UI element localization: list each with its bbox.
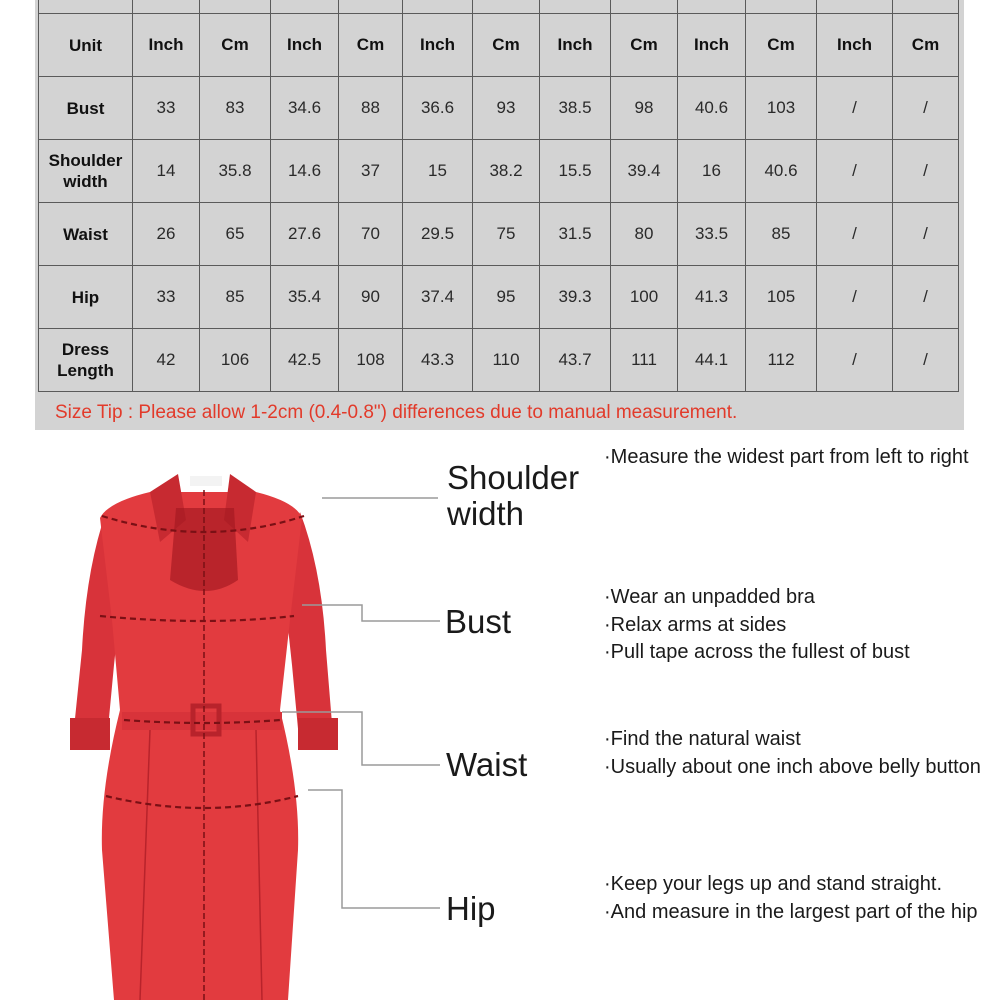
table-cell: 93 <box>473 77 540 140</box>
table-cell: 33.5 <box>678 203 746 266</box>
table-cell: / <box>817 329 893 392</box>
size-tip: Size Tip : Please allow 1-2cm (0.4-0.8") differences due to manual measurement. <box>55 402 738 423</box>
table-cell: 39.4 <box>611 140 678 203</box>
table-cell: 14.6 <box>271 140 339 203</box>
note-item: · Keep your legs up and stand straight. <box>604 871 994 899</box>
shoulder-width-label: Shoulder width <box>447 459 580 532</box>
unit-cell: Inch <box>403 14 473 77</box>
note-item: · Measure the widest part from left to right <box>604 444 994 472</box>
table-cell: 38.2 <box>473 140 540 203</box>
unit-cell: Cm <box>339 14 403 77</box>
table-cell: / <box>817 203 893 266</box>
table-cell: 112 <box>746 329 817 392</box>
table-cell: 38.5 <box>540 77 611 140</box>
table-cell: 65 <box>200 203 271 266</box>
left-cuff <box>70 718 110 750</box>
table-cell: 90 <box>339 266 403 329</box>
table-cell: 108 <box>339 329 403 392</box>
table-cell: 98 <box>611 77 678 140</box>
table-cell: 35.4 <box>271 266 339 329</box>
table-cell: 16 <box>678 140 746 203</box>
row-label: Waist <box>39 203 133 266</box>
table-cell: 15 <box>403 140 473 203</box>
table-cell: / <box>893 329 959 392</box>
table-row <box>39 77 959 140</box>
right-cuff <box>298 718 338 750</box>
table-cell: 111 <box>611 329 678 392</box>
table-cell: 35.8 <box>200 140 271 203</box>
hip-label: Hip <box>446 890 496 927</box>
table-row <box>39 329 959 392</box>
table-cell: 42 <box>133 329 200 392</box>
dress-figure <box>70 474 338 1000</box>
table-cell: 27.6 <box>271 203 339 266</box>
table-cell: 80 <box>611 203 678 266</box>
table-cell: 106 <box>200 329 271 392</box>
table-cell: 31.5 <box>540 203 611 266</box>
hip-leader-line <box>308 790 440 908</box>
table-cell: 36.6 <box>403 77 473 140</box>
table-cell: 37 <box>339 140 403 203</box>
table-cell: 100 <box>611 266 678 329</box>
table-cell: / <box>817 140 893 203</box>
unit-cell: Inch <box>678 14 746 77</box>
note-item: · And measure in the largest part of the hip <box>604 899 994 927</box>
table-cell: / <box>817 77 893 140</box>
table-cell: 88 <box>339 77 403 140</box>
unit-cell: Inch <box>271 14 339 77</box>
table-cell: 39.3 <box>540 266 611 329</box>
table-cell: 40.6 <box>678 77 746 140</box>
measurement-guide <box>0 430 1000 1000</box>
table-row <box>39 203 959 266</box>
waist-notes <box>604 726 994 781</box>
size-table <box>38 0 959 392</box>
table-row <box>39 140 959 203</box>
table-cell: 110 <box>473 329 540 392</box>
bust-notes <box>604 584 994 667</box>
table-cell: 33 <box>133 266 200 329</box>
row-label: Unit <box>39 14 133 77</box>
table-cell: / <box>893 140 959 203</box>
table-cell: / <box>893 266 959 329</box>
collar-tag <box>190 476 222 486</box>
table-cell: / <box>893 203 959 266</box>
table-cell: 41.3 <box>678 266 746 329</box>
table-cell: 85 <box>746 203 817 266</box>
note-item: · Find the natural waist <box>604 726 994 754</box>
waist-label: Waist <box>446 746 528 783</box>
table-cell: 103 <box>746 77 817 140</box>
unit-cell: Cm <box>746 14 817 77</box>
table-cell: 70 <box>339 203 403 266</box>
note-item: · Usually about one inch above belly button <box>604 754 994 782</box>
unit-cell: Inch <box>540 14 611 77</box>
note-item: · Relax arms at sides <box>604 612 994 640</box>
row-label: Hip <box>39 266 133 329</box>
shoulder-width-notes <box>604 444 994 472</box>
table-cell: 42.5 <box>271 329 339 392</box>
row-label: Dress Length <box>39 329 133 392</box>
table-cell: 105 <box>746 266 817 329</box>
bust-label: Bust <box>445 603 512 640</box>
table-cell: / <box>817 266 893 329</box>
unit-cell: Cm <box>200 14 271 77</box>
row-label: Bust <box>39 77 133 140</box>
table-row <box>39 266 959 329</box>
table-cell: 34.6 <box>271 77 339 140</box>
unit-cell: Cm <box>473 14 540 77</box>
table-cell: 95 <box>473 266 540 329</box>
unit-row <box>39 14 959 77</box>
table-cell: 40.6 <box>746 140 817 203</box>
table-cell: 33 <box>133 77 200 140</box>
table-cell: 43.3 <box>403 329 473 392</box>
note-item: · Pull tape across the fullest of bust <box>604 639 994 667</box>
table-cell: 37.4 <box>403 266 473 329</box>
note-item: · Wear an unpadded bra <box>604 584 994 612</box>
unit-cell: Cm <box>611 14 678 77</box>
table-cell: 26 <box>133 203 200 266</box>
size-header-row <box>39 0 959 14</box>
table-cell: 85 <box>200 266 271 329</box>
table-cell: 43.7 <box>540 329 611 392</box>
row-label: Shoulder width <box>39 140 133 203</box>
table-cell: 83 <box>200 77 271 140</box>
table-cell: 44.1 <box>678 329 746 392</box>
table-cell: / <box>893 77 959 140</box>
unit-cell: Inch <box>133 14 200 77</box>
size-chart <box>35 0 964 430</box>
unit-cell: Inch <box>817 14 893 77</box>
table-cell: 14 <box>133 140 200 203</box>
unit-cell: Cm <box>893 14 959 77</box>
table-cell: 29.5 <box>403 203 473 266</box>
table-cell: 75 <box>473 203 540 266</box>
hip-notes <box>604 871 994 926</box>
table-cell: 15.5 <box>540 140 611 203</box>
